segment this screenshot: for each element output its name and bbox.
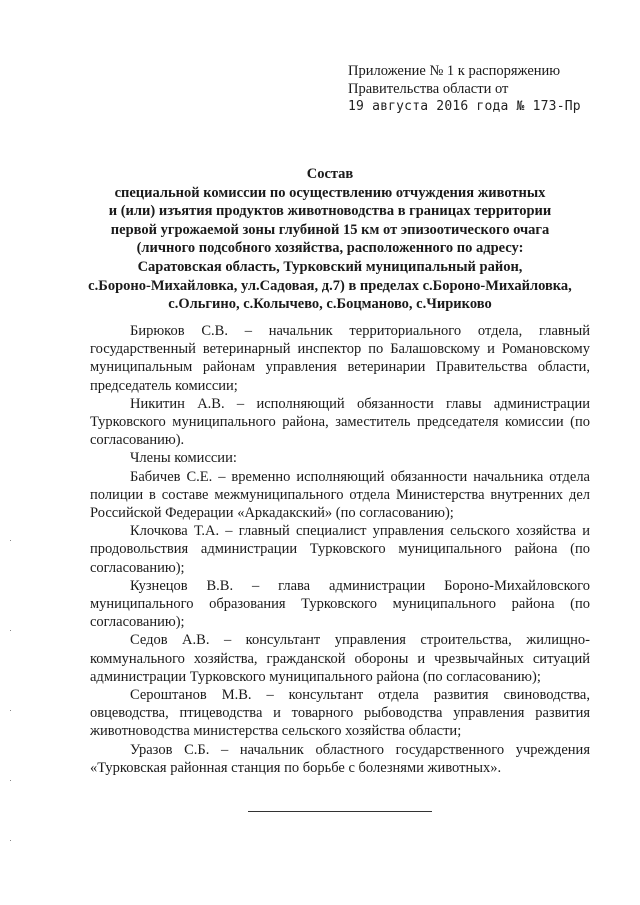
title-line: и (или) изъятия продуктов животноводства в границах территории xyxy=(108,203,552,220)
member-item: Серoштанов М.В. – консультант отдела развития свиноводства, овцеводства, птицеводства и товарного рыбоводства управления развития животноводства министерства сельского хозяйства области; xyxy=(90,687,590,740)
member-item: Бабичев С.Е. – временно исполняющий обязанности начальника отдела полиции в составе межмуниципального отдела Министерства внутренних дел Российской Федерации «Аркадакский» (по согласованию); xyxy=(90,468,590,522)
title-line: Состав xyxy=(306,166,354,182)
title-line: с.Ольгино, с.Колычево, с.Боцманово, с.Чириково xyxy=(168,296,492,313)
member-item: Седов А.В. – консультант управления строительства, жилищно-коммунального хозяйства, гражданской обороны и чрезвычайных ситуаций администрации Турковского муниципального района (по согласованию); xyxy=(90,632,590,685)
commission-members xyxy=(90,322,590,777)
member-chairman: Бирюков С.В. – начальник территориального отдела, главный государственный ветеринарный инспектор по Балашовскому и Романовскому муниципальным районам управления ветеринарии Правительства области, председатель комиссии; xyxy=(90,323,590,394)
member-item: Клочкова Т.А. – главный специалист управления сельского хозяйства и продовольствия администрации Турковского муниципального района (по согласованию); xyxy=(90,523,590,576)
title-line: Саратовская область, Турковский муниципальный район, xyxy=(137,258,523,275)
annex-line-2: Правительства области от xyxy=(348,81,509,97)
members-heading: Члены комиссии: xyxy=(130,450,237,467)
member-item: Кузнецов В.В. – глава администрации Бороно-Михайловского муниципального образования Турковского муниципального района (по согласованию); xyxy=(90,577,590,631)
member-item: Уразов С.Б. – начальник областного государственного учреждения «Турковская районная станция по борьбе с болезнями животных». xyxy=(90,741,590,776)
annex-line-1: Приложение № 1 к распоряжению xyxy=(348,63,561,79)
scan-margin-marks xyxy=(10,540,12,840)
title-line: (личного подсобного хозяйства, расположенного по адресу: xyxy=(136,240,524,257)
title-line: первой угрожаемой зоны глубиной 15 км от эпизоотического очага xyxy=(110,221,550,238)
end-divider-line xyxy=(248,811,432,812)
document-title xyxy=(70,165,590,314)
annex-date-stamp: 19 августа 2016 года № 173-Пр xyxy=(348,99,581,114)
title-line: специальной комиссии по осуществлению отчуждения животных xyxy=(114,184,546,201)
title-line: с.Бороно-Михайловка, ул.Садовая, д.7) в пределах с.Бороно-Михайловка, xyxy=(88,277,572,294)
member-deputy-chairman: Никитин А.В. – исполняющий обязанности главы администрации Турковского муниципального района, заместитель председателя комиссии (по согласованию). xyxy=(90,395,590,449)
annex-header xyxy=(348,62,618,116)
